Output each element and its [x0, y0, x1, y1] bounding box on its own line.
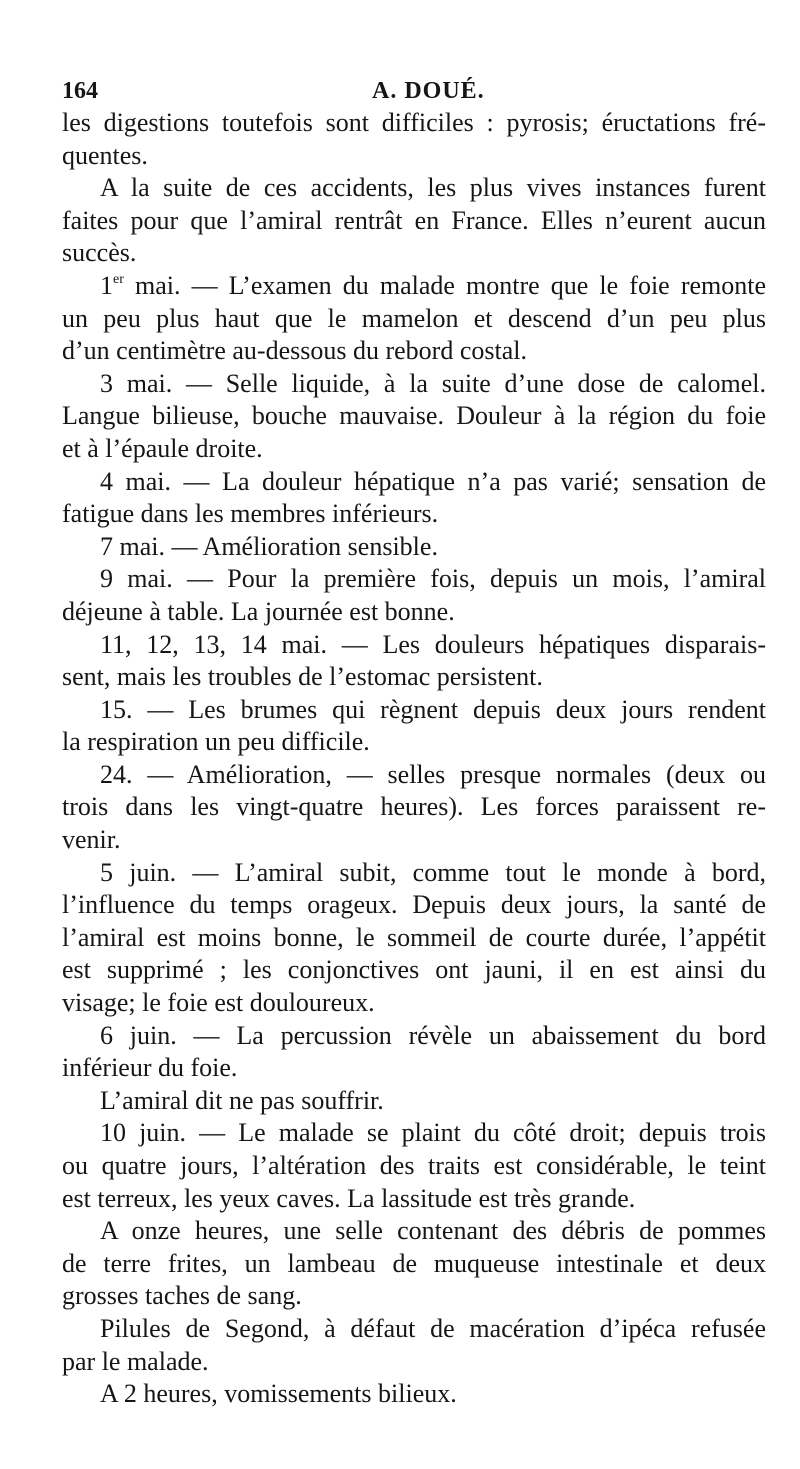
- text-line: est terreux, les yeux caves. La lassitude est très grande.: [62, 1183, 636, 1213]
- paragraph: [62, 629, 766, 694]
- text-line: 4 mai. — La douleur hépatique n’a pas varié; sensation de: [100, 466, 766, 496]
- text-line: ou quatre jours, l’altération des traits est considérable, le teint: [62, 1151, 766, 1180]
- paragraph: [62, 759, 766, 857]
- text-line: succès.: [62, 238, 137, 268]
- body-text: [62, 107, 766, 1411]
- paragraph: [62, 1215, 766, 1313]
- text-line: un peu plus haut que le mamelon et descend d’un peu plus: [62, 303, 766, 333]
- text-line: quentes.: [62, 140, 148, 170]
- text-line: déjeune à table. La journée est bonne.: [62, 596, 455, 626]
- text-line: de terre frites, un lambeau de muqueuse intestinale et deux: [62, 1248, 766, 1278]
- text-line: trois dans les vingt-quatre heures). Les forces paraissent re-: [62, 792, 766, 822]
- text-line: 6 juin. — La percussion révèle un abaissement du bord: [100, 1020, 766, 1050]
- text-line: A la suite de ces accidents, les plus vives instances furent: [100, 173, 766, 203]
- text-line: grosses taches de sang.: [62, 1281, 302, 1311]
- text-line: 24. — Amélioration, — selles presque normales (deux ou: [100, 759, 766, 789]
- paragraph: [62, 563, 766, 628]
- text-line: 5 juin. — L’amiral subit, comme tout le monde à bord,: [100, 857, 766, 887]
- paragraph: [62, 107, 766, 172]
- text-line: 3 mai. — Selle liquide, à la suite d’une dose de calomel.: [100, 368, 766, 398]
- text-line: 1er mai. — L’examen du malade montre que le foie remonte: [100, 270, 766, 300]
- paragraph: [62, 1020, 766, 1085]
- paragraph: [62, 466, 766, 531]
- paragraph: [62, 172, 766, 270]
- text-line: et à l’épaule droite.: [62, 433, 263, 463]
- text-line: sent, mais les troubles de l’estomac persistent.: [62, 662, 543, 692]
- text-line: les digestions toutefois sont difficiles : pyrosis; éructations fré-: [62, 108, 766, 137]
- text-line: est supprimé ; les conjonctives ont jauni, il en est ainsi du: [62, 955, 766, 985]
- text-line: 15. — Les brumes qui règnent depuis deux jours rendent: [100, 694, 766, 724]
- page-number: 164: [62, 78, 98, 104]
- text-line: fatigue dans les membres inférieurs.: [62, 499, 439, 529]
- text-line: venir.: [62, 825, 121, 855]
- text-line: faites pour que l’amiral rentrât en France. Elles n’eurent aucun: [62, 205, 766, 235]
- paragraph: [62, 857, 766, 1020]
- text-line: A 2 heures, vomissements bilieux.: [100, 1379, 457, 1409]
- text-line: visage; le foie est douloureux.: [62, 988, 375, 1018]
- page-header: [62, 78, 762, 108]
- text-line: 10 juin. — Le malade se plaint du côté droit; depuis trois: [100, 1118, 766, 1148]
- text-line: 11, 12, 13, 14 mai. — Les douleurs hépatiques disparais-: [100, 629, 766, 659]
- text-line: 9 mai. — Pour la première fois, depuis un mois, l’amiral: [100, 564, 766, 594]
- text-line: d’un centimètre au-dessous du rebord costal.: [62, 336, 527, 366]
- text-line: inférieur du foie.: [62, 1053, 238, 1083]
- text-line: A onze heures, une selle contenant des débris de pommes: [100, 1216, 766, 1246]
- text-line: Pilules de Segond, à défaut de macération d’ipéca refusée: [100, 1313, 766, 1343]
- text-line: l’amiral est moins bonne, le sommeil de courte durée, l’appétit: [62, 922, 766, 952]
- running-head: A. DOUÉ.: [372, 78, 485, 104]
- paragraph: [62, 694, 766, 759]
- paragraph: [62, 270, 766, 368]
- text-line: Langue bilieuse, bouche mauvaise. Douleur à la région du foie: [62, 401, 766, 431]
- paragraph: [62, 531, 766, 564]
- text-line: la respiration un peu difficile.: [62, 727, 370, 757]
- paragraph: [62, 368, 766, 466]
- paragraph: [62, 1313, 766, 1378]
- text-line: par le malade.: [62, 1346, 209, 1376]
- paragraph: [62, 1085, 766, 1118]
- paragraph: [62, 1117, 766, 1215]
- text-line: l’influence du temps orageux. Depuis deux jours, la santé de: [62, 890, 766, 920]
- text-line: 7 mai. — Amélioration sensible.: [100, 531, 438, 561]
- paragraph: [62, 1378, 766, 1411]
- text-line: L’amiral dit ne pas souffrir.: [100, 1085, 384, 1115]
